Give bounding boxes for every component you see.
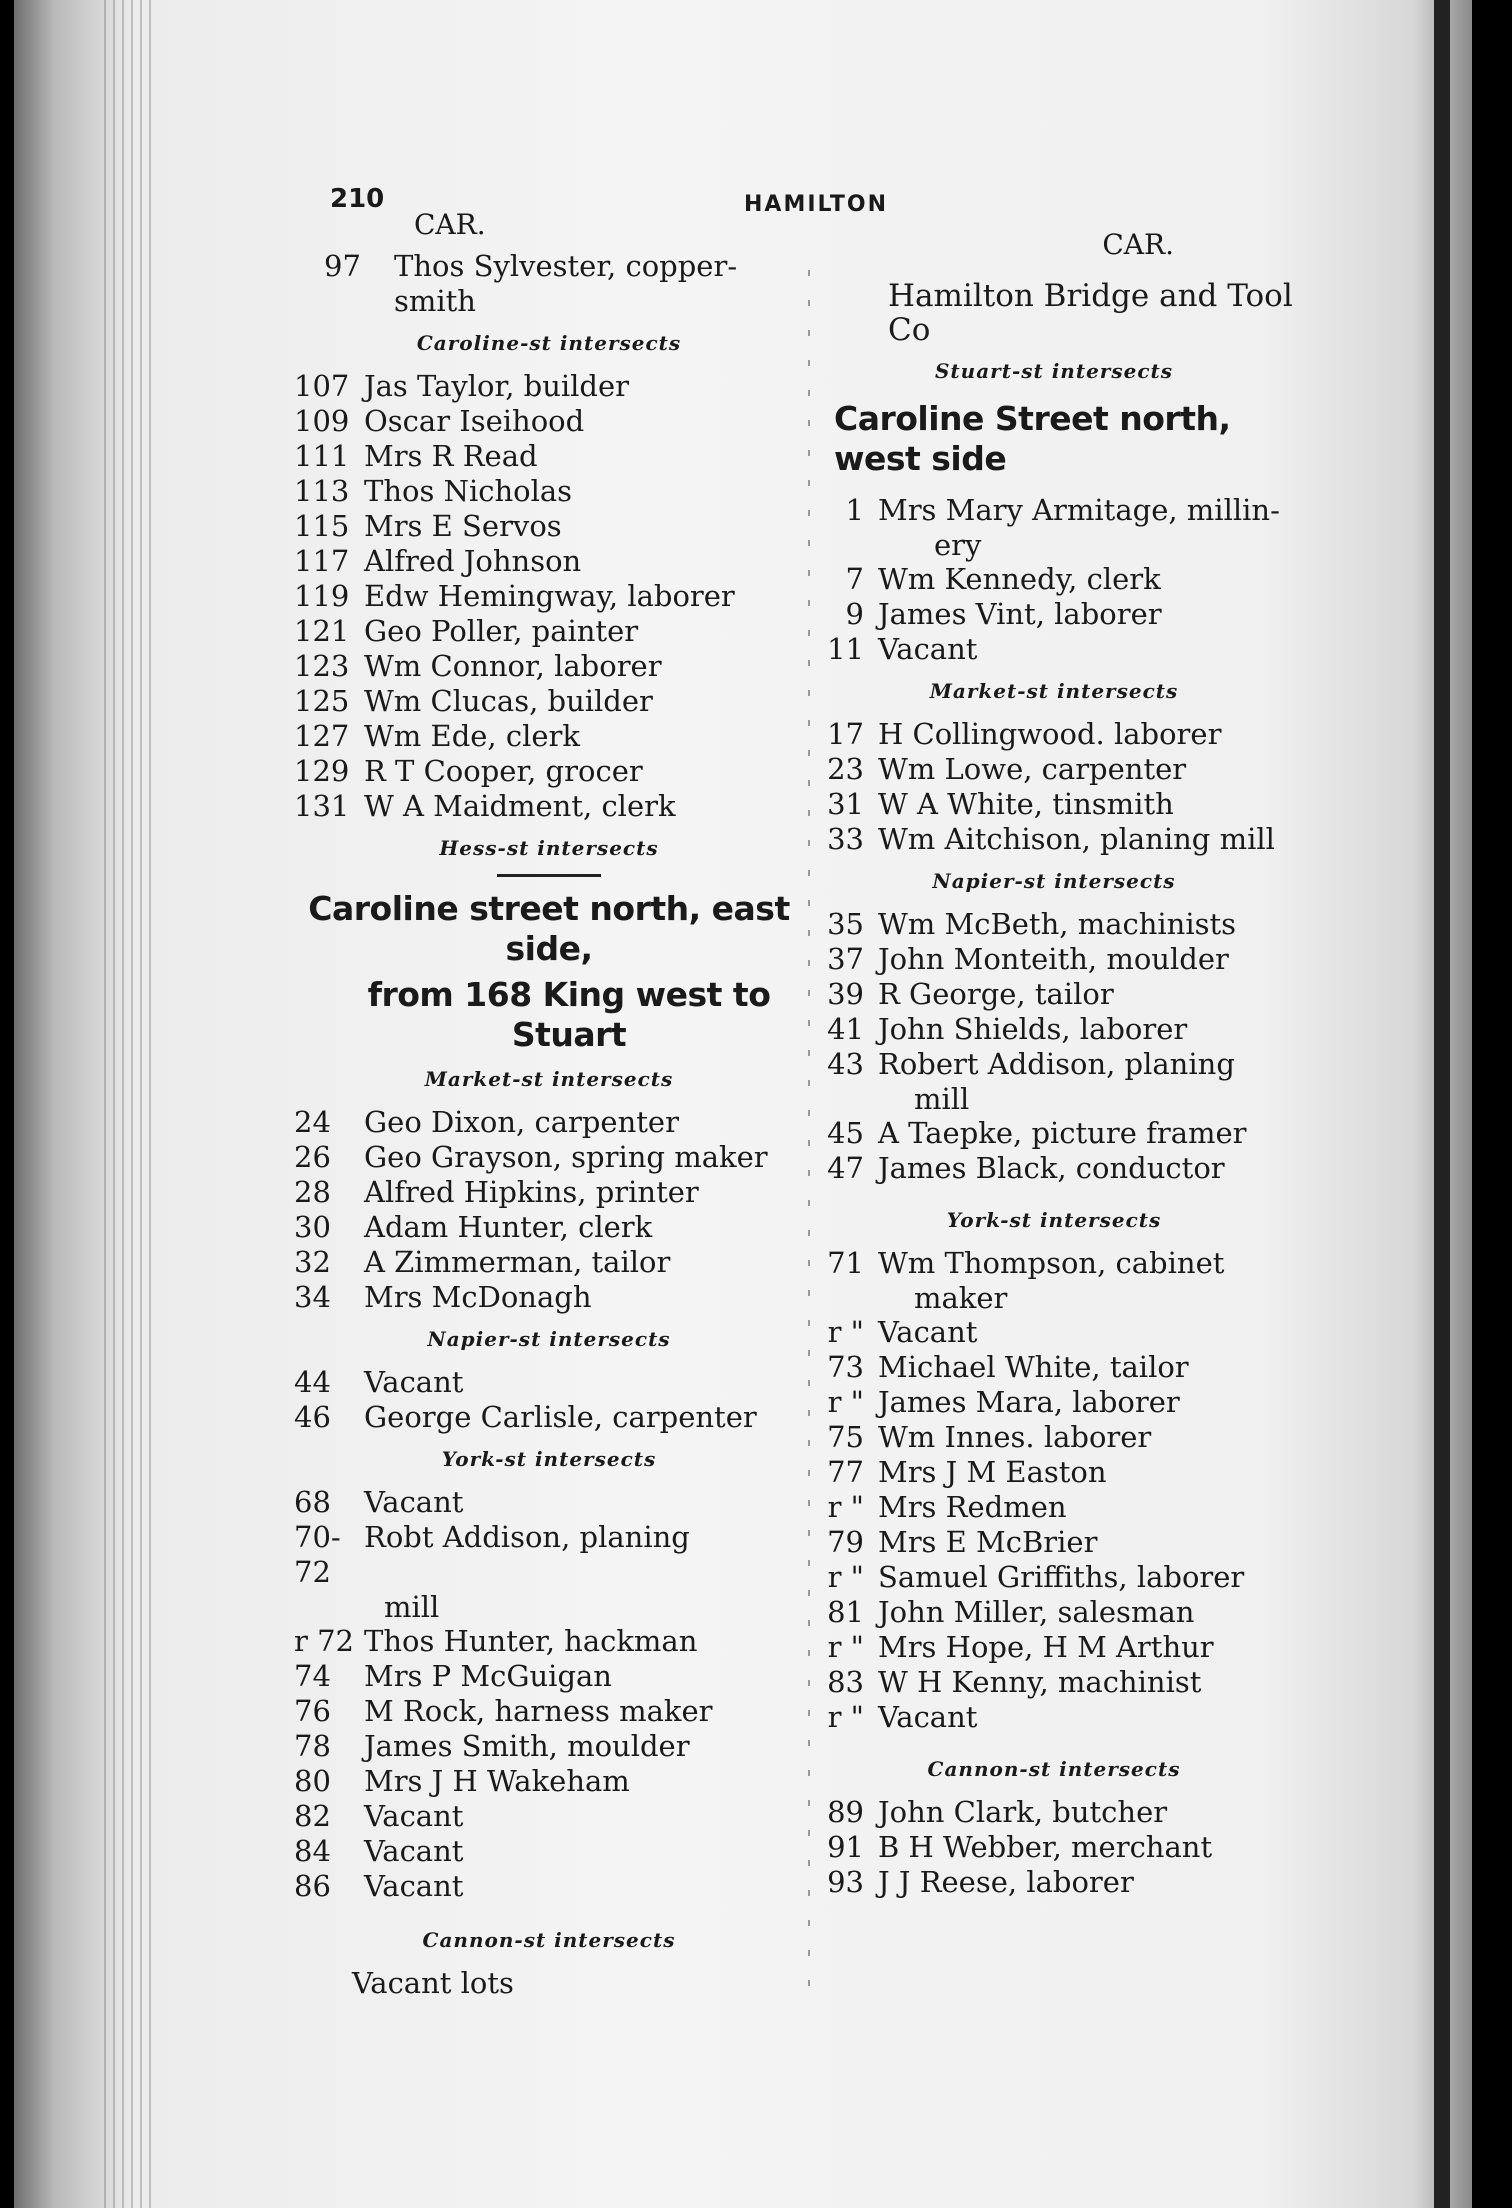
directory-entry (794, 493, 1314, 528)
house-number: 46 (294, 1400, 331, 1434)
resident-name: Wm Clucas, builder (364, 684, 653, 718)
house-number: 74 (294, 1659, 331, 1693)
house-number: 127 (294, 719, 350, 753)
resident-name: Vacant (878, 1700, 978, 1734)
house-number: 125 (294, 684, 350, 718)
resident-name: Vacant (364, 1365, 464, 1399)
house-number: 37 (827, 942, 864, 976)
resident-name: Vacant (364, 1485, 464, 1519)
directory-entry (794, 1795, 1314, 1830)
resident-name: Mrs E Servos (364, 509, 562, 543)
section-rule (497, 874, 601, 877)
resident-name: Vacant (878, 1315, 978, 1349)
directory-entry (794, 1315, 1314, 1350)
resident-name: M Rock, harness maker (364, 1694, 713, 1728)
house-number: 97 (324, 249, 361, 283)
resident-name: George Carlisle, carpenter (364, 1400, 757, 1434)
directory-entry (294, 1140, 804, 1175)
resident-name: Vacant (364, 1869, 464, 1903)
resident-name: James Vint, laborer (878, 597, 1162, 631)
page-edge (1434, 0, 1450, 2208)
resident-name: John Clark, butcher (878, 1795, 1168, 1829)
house-number: 28 (294, 1175, 331, 1209)
directory-entry (294, 1485, 804, 1520)
directory-entry (294, 684, 804, 719)
right-continuation-maker: maker (914, 1281, 1008, 1315)
directory-entry (794, 1490, 1314, 1525)
resident-name: Jas Taylor, builder (364, 369, 630, 403)
directory-entry (794, 1116, 1314, 1151)
house-number: 39 (827, 977, 864, 1011)
house-number: 81 (827, 1595, 864, 1629)
directory-entry (794, 1865, 1314, 1900)
resident-name: Edw Hemingway, laborer (364, 579, 735, 613)
house-number: r " (827, 1490, 864, 1524)
cross-street-york-right: York-st intersects (946, 1208, 1162, 1232)
resident-name: Mrs Redmen (878, 1490, 1067, 1524)
directory-entry (794, 597, 1314, 632)
directory-entry (294, 1694, 804, 1729)
house-number: 24 (294, 1105, 331, 1139)
right-list-c (794, 717, 1314, 857)
right-list-e (794, 1116, 1314, 1186)
resident-name: Alfred Hipkins, printer (364, 1175, 699, 1209)
page-number: 210 (330, 184, 385, 214)
cross-street-napier-right: Napier-st intersects (932, 869, 1176, 893)
directory-entry (294, 789, 804, 824)
cross-street-napier: Napier-st intersects (427, 1327, 671, 1351)
house-number: r " (827, 1700, 864, 1734)
house-number: 80 (294, 1764, 331, 1798)
house-number: 89 (827, 1795, 864, 1829)
directory-entry (794, 822, 1314, 857)
directory-entry (294, 509, 804, 544)
directory-entry (294, 1799, 804, 1834)
house-number: 113 (294, 474, 350, 508)
cross-street-cannon-right: Cannon-st intersects (927, 1757, 1181, 1781)
house-number: 32 (294, 1245, 331, 1279)
section-title-east-2: from 168 King west to Stuart (367, 975, 771, 1054)
left-list-f (294, 1624, 804, 1904)
resident-name: John Miller, salesman (878, 1595, 1195, 1629)
directory-entry (794, 1012, 1314, 1047)
resident-name: Wm Thompson, cabinet (878, 1246, 1225, 1280)
house-number: 131 (294, 789, 350, 823)
directory-entry (794, 1350, 1314, 1385)
house-number: 129 (294, 754, 350, 788)
resident-name: Wm Connor, laborer (364, 649, 662, 683)
right-continuation-mill: mill (914, 1082, 970, 1116)
house-number: r 72 (294, 1624, 354, 1658)
resident-name: Adam Hunter, clerk (364, 1210, 653, 1244)
directory-entry (794, 1525, 1314, 1560)
left-list-e (294, 1485, 804, 1590)
resident-name: Robert Addison, planing (878, 1047, 1235, 1081)
right-list-d (794, 907, 1314, 1082)
resident-name: Wm McBeth, machinists (878, 907, 1237, 941)
cross-street-market: Market-st intersects (424, 1067, 674, 1091)
house-number: 41 (827, 1012, 864, 1046)
directory-entry (294, 474, 804, 509)
resident-name: R George, tailor (878, 977, 1114, 1011)
resident-name: Robt Addison, planing (364, 1520, 690, 1554)
directory-entry (294, 369, 804, 404)
house-number: 71 (827, 1246, 864, 1280)
directory-entry (294, 649, 804, 684)
right-top-line-2: Co (888, 312, 931, 348)
house-number: 30 (294, 1210, 331, 1244)
house-number: 91 (827, 1830, 864, 1864)
directory-entry (794, 1700, 1314, 1735)
resident-name: Wm Ede, clerk (364, 719, 580, 753)
house-number: 9 (845, 597, 864, 631)
resident-name: Oscar Iseihood (364, 404, 585, 438)
directory-entry (294, 439, 804, 474)
house-number: 43 (827, 1047, 864, 1081)
cross-street-caroline: Caroline-st intersects (416, 331, 682, 355)
left-list-d (294, 1365, 804, 1435)
house-number: 76 (294, 1694, 331, 1728)
house-number: 82 (294, 1799, 331, 1833)
directory-entry (294, 1834, 804, 1869)
left-list-c (294, 1105, 804, 1315)
house-number: 23 (827, 752, 864, 786)
house-number: 84 (294, 1834, 331, 1868)
resident-name: J J Reese, laborer (878, 1865, 1134, 1899)
resident-name: Michael White, tailor (878, 1350, 1189, 1384)
directory-entry (794, 1151, 1314, 1186)
resident-name: Alfred Johnson (364, 544, 582, 578)
resident-name: Mrs J M Easton (878, 1455, 1107, 1489)
directory-entry (794, 632, 1314, 667)
resident-name: Samuel Griffiths, laborer (878, 1560, 1245, 1594)
resident-name: James Mara, laborer (878, 1385, 1180, 1419)
left-column (294, 208, 804, 2000)
directory-entry (294, 404, 804, 439)
resident-name: Mrs E McBrier (878, 1525, 1098, 1559)
resident-name: John Monteith, moulder (878, 942, 1229, 976)
house-number: 121 (294, 614, 350, 648)
resident-name: Mrs P McGuigan (364, 1659, 612, 1693)
resident-name: Geo Grayson, spring maker (364, 1140, 768, 1174)
directory-entry (794, 717, 1314, 752)
right-abbr: CAR. (1102, 228, 1174, 261)
directory-entry (294, 1659, 804, 1694)
directory-entry (294, 1280, 804, 1315)
right-top-line-1: Hamilton Bridge and Tool (888, 278, 1293, 314)
directory-entry (794, 1595, 1314, 1630)
house-number: 78 (294, 1729, 331, 1763)
directory-entry (794, 977, 1314, 1012)
page-title: HAMILTON (744, 192, 889, 217)
resident-name: James Smith, moulder (364, 1729, 690, 1763)
house-number: 119 (294, 579, 350, 613)
cross-street-market-right: Market-st intersects (929, 679, 1179, 703)
house-number: 68 (294, 1485, 331, 1519)
directory-entry (294, 1245, 804, 1280)
house-number: 83 (827, 1665, 864, 1699)
right-list-b (794, 562, 1314, 667)
directory-entry (294, 1764, 804, 1799)
resident-name: H Collingwood. laborer (878, 717, 1222, 751)
house-number: 73 (827, 1350, 864, 1384)
directory-entry (294, 1175, 804, 1210)
house-number: 11 (827, 632, 864, 666)
house-number: 79 (827, 1525, 864, 1559)
resident-name: Thos Nicholas (364, 474, 573, 508)
directory-entry (794, 1455, 1314, 1490)
directory-entry (294, 754, 804, 789)
resident-name: Geo Dixon, carpenter (364, 1105, 679, 1139)
directory-entry (794, 1420, 1314, 1455)
resident-name: W H Kenny, machinist (878, 1665, 1202, 1699)
house-number: 47 (827, 1151, 864, 1185)
directory-entry (294, 1105, 804, 1140)
house-number: 86 (294, 1869, 331, 1903)
resident-name: John Shields, laborer (878, 1012, 1188, 1046)
resident-name: B H Webber, merchant (878, 1830, 1213, 1864)
resident-name: Wm Aitchison, planing mill (878, 822, 1275, 856)
resident-name: Wm Lowe, carpenter (878, 752, 1187, 786)
directory-entry (294, 544, 804, 579)
house-number: r " (827, 1315, 864, 1349)
directory-entry (294, 1624, 804, 1659)
directory-entry (794, 1385, 1314, 1420)
house-number: 109 (294, 404, 350, 438)
resident-name: Mrs R Read (364, 439, 538, 473)
directory-entry (294, 579, 804, 614)
right-list-a (794, 493, 1314, 528)
left-continuation-mill: mill (384, 1590, 440, 1624)
left-list-a (294, 249, 804, 319)
resident-name: Wm Innes. laborer (878, 1420, 1152, 1454)
resident-name: Wm Kennedy, clerk (878, 562, 1161, 596)
resident-name: A Taepke, picture framer (878, 1116, 1247, 1150)
resident-name: Mrs Mary Armitage, millin- (878, 493, 1280, 527)
right-continuation-ery: ery (934, 528, 982, 562)
house-number: r " (827, 1630, 864, 1664)
resident-name: Mrs J H Wakeham (364, 1764, 630, 1798)
directory-entry (294, 614, 804, 649)
cross-street-stuart: Stuart-st intersects (934, 359, 1174, 383)
directory-entry (794, 1560, 1314, 1595)
right-list-f (794, 1246, 1314, 1281)
right-list-g (794, 1315, 1314, 1735)
page (14, 0, 1472, 2208)
section-title-east-1: Caroline street north, east side, (308, 889, 790, 968)
left-list-b (294, 369, 804, 824)
directory-entry (294, 1400, 804, 1435)
resident-name: Vacant (364, 1834, 464, 1868)
directory-entry (794, 1630, 1314, 1665)
resident-name: A Zimmerman, tailor (364, 1245, 671, 1279)
house-number: 44 (294, 1365, 331, 1399)
resident-name: R T Cooper, grocer (364, 754, 643, 788)
house-number: 75 (827, 1420, 864, 1454)
left-abbr: CAR. (414, 208, 486, 241)
house-number: 77 (827, 1455, 864, 1489)
house-number: 117 (294, 544, 350, 578)
house-number: 31 (827, 787, 864, 821)
house-number: 70-72 (294, 1520, 341, 1589)
right-column (794, 228, 1314, 1900)
directory-entry (294, 1729, 804, 1764)
resident-name: W A White, tinsmith (878, 787, 1174, 821)
resident-name: Thos Hunter, hackman (364, 1624, 698, 1658)
directory-entry (294, 1520, 804, 1590)
directory-entry (294, 1869, 804, 1904)
house-number: 35 (827, 907, 864, 941)
resident-name: Vacant (364, 1799, 464, 1833)
book-gutter (104, 0, 154, 2208)
house-number: 93 (827, 1865, 864, 1899)
cross-street-hess: Hess-st intersects (439, 836, 659, 860)
directory-entry (294, 719, 804, 754)
directory-entry (794, 907, 1314, 942)
directory-entry (794, 1830, 1314, 1865)
directory-entry (294, 1365, 804, 1400)
section-title-west: Caroline Street north, west side (834, 399, 1231, 478)
house-number: r " (827, 1385, 864, 1419)
directory-entry (324, 249, 804, 319)
house-number: 123 (294, 649, 350, 683)
house-number: 33 (827, 822, 864, 856)
vacant-lots: Vacant lots (352, 1966, 514, 2000)
directory-entry (794, 942, 1314, 977)
resident-name: Mrs McDonagh (364, 1280, 592, 1314)
directory-entry (794, 1246, 1314, 1281)
house-number: 26 (294, 1140, 331, 1174)
resident-name: W A Maidment, clerk (364, 789, 676, 823)
house-number: r " (827, 1560, 864, 1594)
resident-name: Geo Poller, painter (364, 614, 639, 648)
directory-entry (794, 1665, 1314, 1700)
house-number: 7 (845, 562, 864, 596)
directory-entry (794, 752, 1314, 787)
house-number: 45 (827, 1116, 864, 1150)
house-number: 1 (845, 493, 864, 527)
resident-name: Thos Sylvester, copper-smith (394, 249, 738, 318)
directory-entry (794, 562, 1314, 597)
cross-street-york: York-st intersects (441, 1447, 657, 1471)
cross-street-cannon: Cannon-st intersects (422, 1928, 676, 1952)
right-list-h (794, 1795, 1314, 1900)
directory-entry (794, 787, 1314, 822)
house-number: 107 (294, 369, 350, 403)
house-number: 34 (294, 1280, 331, 1314)
resident-name: James Black, conductor (878, 1151, 1225, 1185)
house-number: 115 (294, 509, 350, 543)
resident-name: Vacant (878, 632, 978, 666)
resident-name: Mrs Hope, H M Arthur (878, 1630, 1214, 1664)
directory-entry (294, 1210, 804, 1245)
house-number: 111 (294, 439, 350, 473)
directory-entry (794, 1047, 1314, 1082)
house-number: 17 (827, 717, 864, 751)
